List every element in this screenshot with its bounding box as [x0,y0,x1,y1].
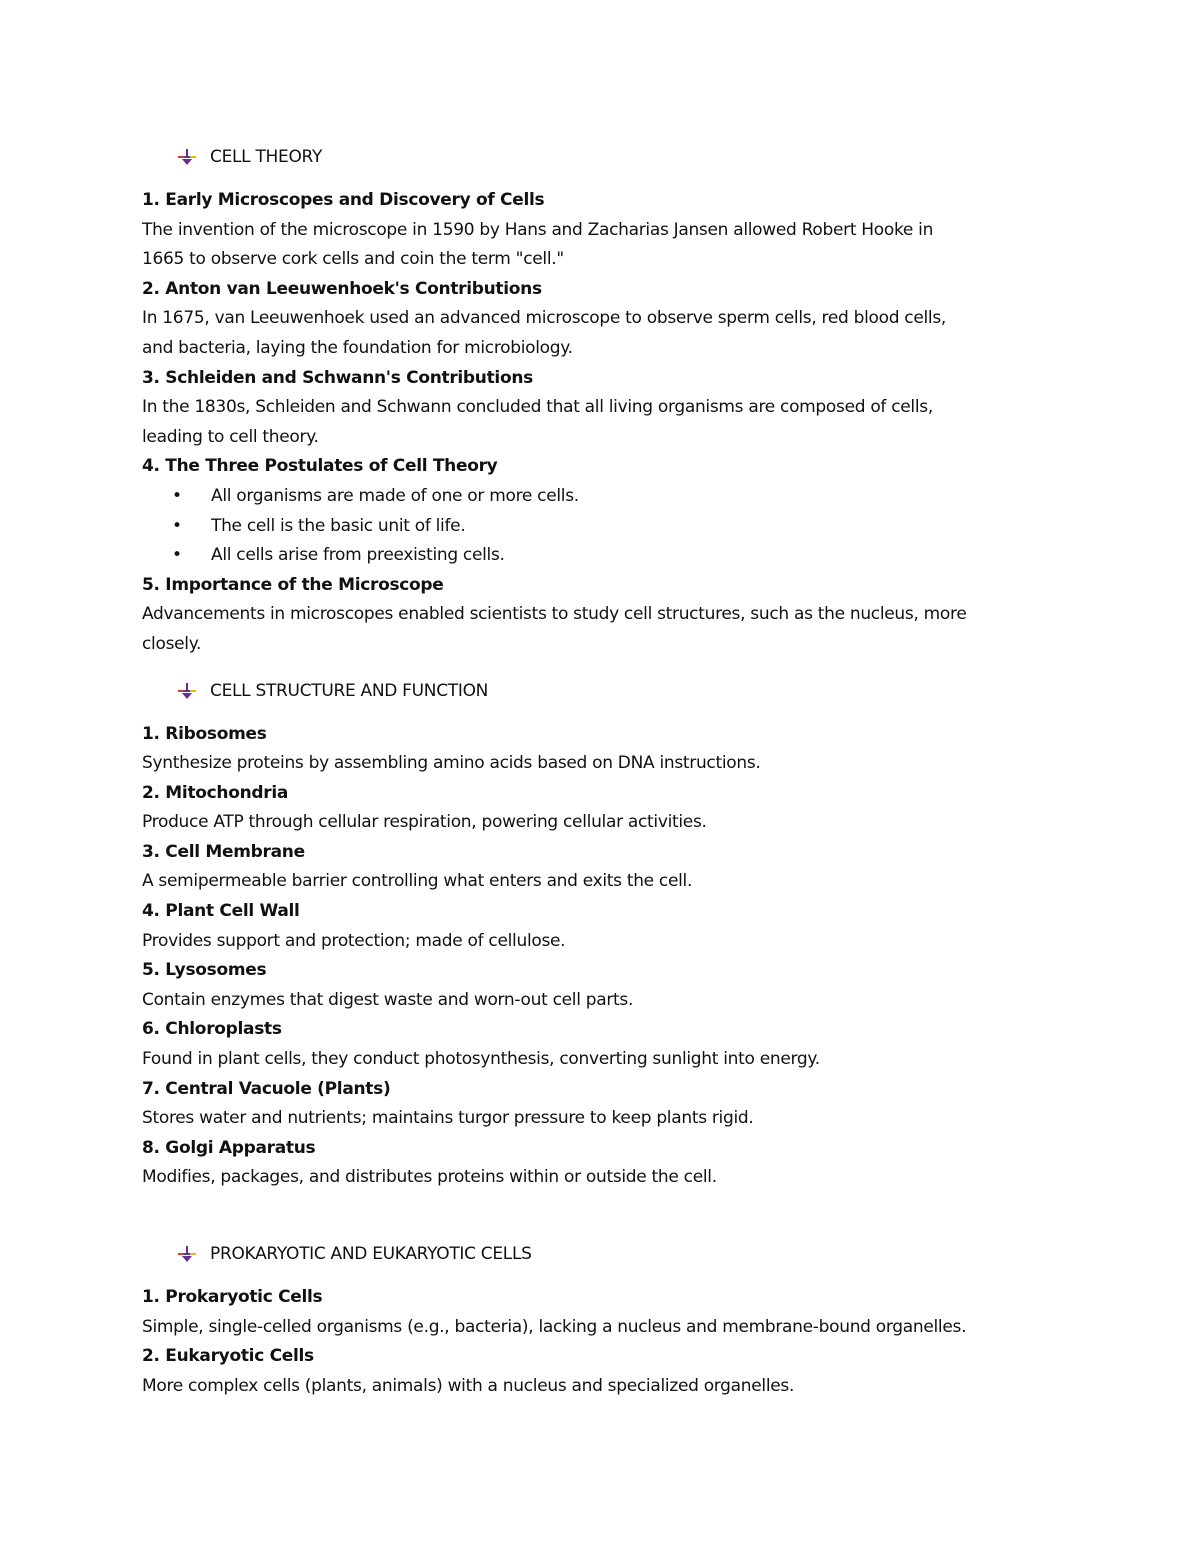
item-title: 5. Lysosomes [142,960,267,981]
item-title: 6. Chloroplasts [142,1019,282,1040]
item-title: 2. Mitochondria [142,782,289,803]
section-heading [176,142,1062,172]
item-title: 5. Importance of the Microscope [142,574,444,595]
item-title: 1. Ribosomes [142,723,267,744]
arrow-down-bullet-icon [176,146,198,168]
list-item-text: All cells arise from preexisting cells. [211,545,505,566]
section-heading [176,1239,1062,1269]
item-title: 3. Cell Membrane [142,841,305,862]
section-prokaryotic-eukaryotic [142,1239,1062,1401]
arrow-down-bullet-icon [176,1243,198,1265]
item-text: Provides support and protection; made of cellulose. [142,930,566,951]
item-text: Simple, single-celled organisms (e.g., bacteria), lacking a nucleus and membrane-bound organelles. [142,1316,967,1337]
item-text: Synthesize proteins by assembling amino acids based on DNA instructions. [142,753,761,774]
item-text: 1665 to observe cork cells and coin the term "cell." [142,249,564,270]
item-title: 1. Prokaryotic Cells [142,1287,323,1307]
section-heading-text: CELL THEORY [210,147,323,167]
item-title: 7. Central Vacuole (Plants) [142,1078,391,1099]
list-item-text: All organisms are made of one or more cells. [211,485,579,506]
item-text: leading to cell theory. [142,426,319,447]
bullet-icon: • [172,545,182,566]
section-heading-text: PROKARYOTIC AND EUKARYOTIC CELLS [210,1244,532,1264]
item-title: 4. The Three Postulates of Cell Theory [142,456,498,477]
item-text: Modifies, packages, and distributes proteins within or outside the cell. [142,1167,717,1188]
item-text: The invention of the microscope in 1590 by Hans and Zacharias Jansen allowed Robert Hooke in [142,219,934,240]
item-text: In the 1830s, Schleiden and Schwann concluded that all living organisms are composed of cells, [142,397,933,418]
item-title: 2. Eukaryotic Cells [142,1346,314,1367]
item-title: 1. Early Microscopes and Discovery of Cells [142,190,545,210]
item-text: More complex cells (plants, animals) with a nucleus and specialized organelles. [142,1375,795,1396]
document-page [142,142,1062,1401]
item-title: 8. Golgi Apparatus [142,1137,316,1158]
item-text: A semipermeable barrier controlling what enters and exits the cell. [142,871,693,892]
arrow-down-bullet-icon [176,680,198,702]
bullet-icon: • [172,485,182,506]
item-title: 3. Schleiden and Schwann's Contributions [142,367,533,388]
postulates-list [142,482,1062,571]
item-text: Produce ATP through cellular respiration, powering cellular activities. [142,812,707,833]
item-text: In 1675, van Leeuwenhoek used an advanced microscope to observe sperm cells, red blood cells, [142,308,947,329]
item-text: and bacteria, laying the foundation for microbiology. [142,337,573,358]
item-text: closely. [142,633,202,654]
list-item [142,482,1062,512]
bullet-icon: • [172,515,182,536]
list-item [142,512,1062,542]
item-text: Found in plant cells, they conduct photosynthesis, converting sunlight into energy. [142,1049,820,1070]
item-title: 4. Plant Cell Wall [142,901,300,922]
section-heading-text: CELL STRUCTURE AND FUNCTION [210,680,489,701]
item-title: 2. Anton van Leeuwenhoek's Contributions [142,278,542,299]
list-item [142,541,1062,571]
item-text: Contain enzymes that digest waste and worn-out cell parts. [142,989,634,1010]
section-cell-structure [142,676,1062,1194]
section-heading [176,676,1062,706]
section-cell-theory [142,142,1062,660]
item-text: Advancements in microscopes enabled scientists to study cell structures, such as the nucleus, more [142,604,967,625]
list-item-text: The cell is the basic unit of life. [211,515,466,536]
item-text: Stores water and nutrients; maintains turgor pressure to keep plants rigid. [142,1108,754,1129]
